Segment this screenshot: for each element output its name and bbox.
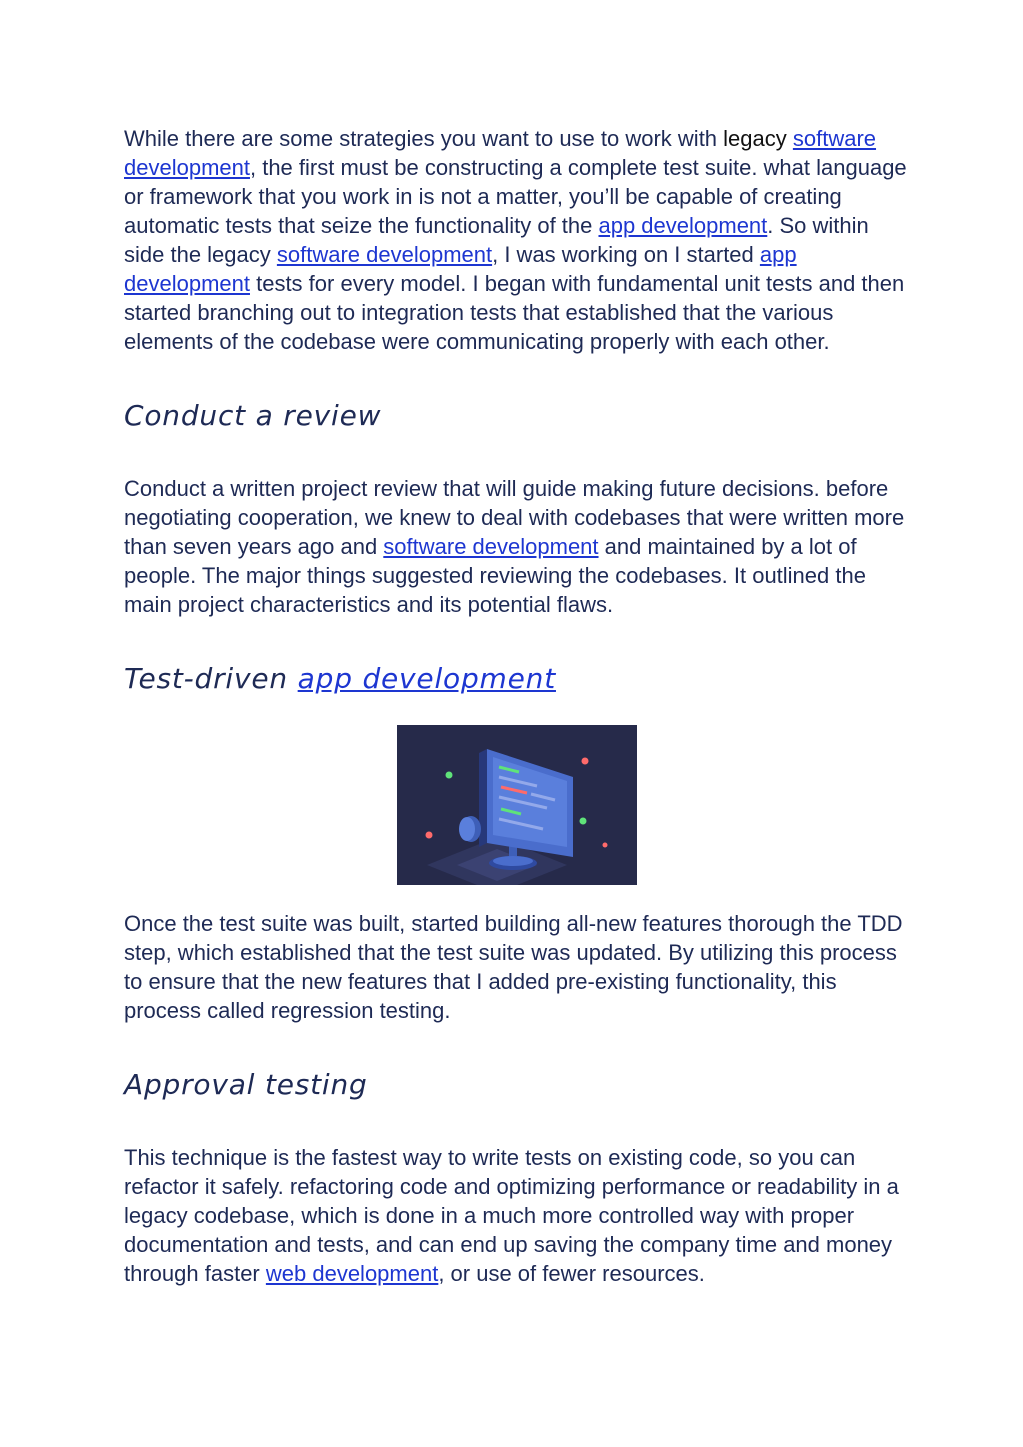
heading-test-driven [124,661,909,697]
link-software-development[interactable]: software development [276,242,493,267]
text-segment: Conduct a written project review that will guide making future decisions. before negotiating cooperation, we knew to deal with codebases that were written more than seven years ago and [124,476,905,559]
link-app-development[interactable]: app development [598,213,768,238]
text-segment: Test-driven [124,662,298,695]
link-app-development[interactable]: app development [124,242,797,296]
paragraph-approval [124,1143,909,1288]
article [124,124,909,1288]
text-segment: This technique is the fastest way to write tests on existing code, so you can refactor it safely. refactoring code and optimizing performance or readability in a legacy codebase, which is done in a much more controlled way with proper documentation and tests, and can end up saving the company time and money through faster [124,1145,899,1286]
link-app-development[interactable]: app development [297,662,556,695]
paragraph-legacy-tests [124,124,909,356]
paragraph-tdd: Once the test suite was built, started building all-new features thorough the TDD step, which established that the test suite was updated. By utilizing this process to ensure that the new features that I added pre-existing functionality, this process called regression testing. [124,911,903,1023]
computer-monitor-code-illustration [397,725,637,885]
text-segment: legacy [723,126,787,151]
text-segment: While there are some strategies you want to use to work with [124,126,724,151]
paragraph-review [124,474,909,619]
link-web-development[interactable]: web development [265,1261,439,1286]
link-software-development[interactable]: software development [124,126,877,180]
text-segment: , the first must be constructing a complete test suite. what language or framework that you work in is not a matter, you’ll be capable of creating automatic tests that seize the functionality of the [124,155,907,238]
text-segment: tests for every model. I began with fundamental unit tests and then started branching out to integration tests that established that the various elements of the codebase were communicating properly with each other. [124,271,905,354]
text-segment: . So within side the legacy [124,213,869,267]
heading-conduct-review: Conduct a review [124,399,382,432]
text-segment: , or use of fewer resources. [438,1261,705,1286]
text-segment: and maintained by a lot of people. The major things suggested reviewing the codebases. It outlined the main project characteristics and its potential flaws. [124,534,866,617]
heading-approval-testing: Approval testing [124,1068,368,1101]
link-software-development[interactable]: software development [383,534,599,559]
text-segment: , I was working on I started [492,242,760,267]
